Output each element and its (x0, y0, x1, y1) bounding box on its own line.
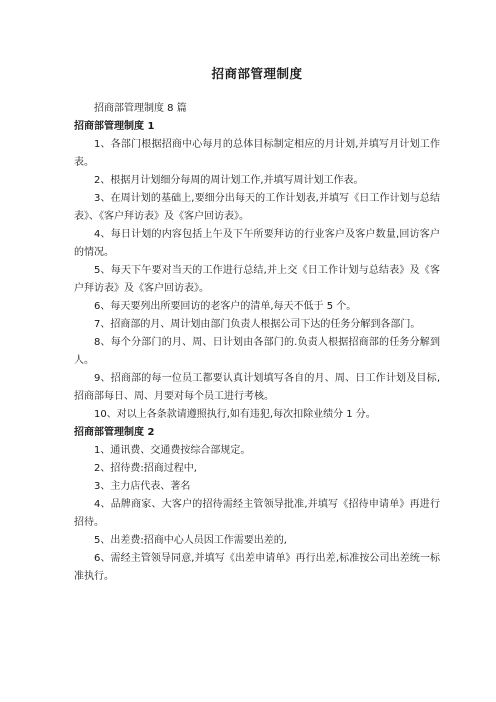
paragraph: 2、招待费:招商过程中, (94, 463, 197, 474)
section-heading: 招商部管理制度 1 (74, 121, 155, 132)
paragraph: 10、对以上各条款请遵照执行,如有违犯,每次扣除业绩分 1 分。 (94, 409, 376, 420)
paragraph: 6、每天要列出所要回访的老客户的清单,每天不低于 5 个。 (94, 301, 357, 312)
document-intro: 招商部管理制度 8 篇 (94, 103, 187, 114)
paragraph: 1、各部门根据招商中心每月的总体目标制定相应的月计划,并填写月计划工作表。 (74, 139, 440, 168)
paragraph: 8、每个分部门的月、周、日计划由各部门的.负责人根据招商部的任务分解到人。 (74, 337, 440, 366)
paragraph: 9、招商部的每一位员工都要认真计划填写各自的月、周、日工作计划及目标,招商部每日、周、月要对每个员工进行考核。 (74, 373, 440, 402)
paragraph: 6、需经主管领导同意,并填写《出差申请单》再行出差,标准按公司出差统一标准执行。 (74, 553, 440, 582)
paragraph: 5、每天下午要对当天的工作进行总结,并上交《日工作计划与总结表》及《客户拜访表》及《客户回访表》。 (74, 265, 440, 294)
paragraph: 2、根据月计划细分每周的周计划工作,并填写周计划工作表。 (94, 175, 364, 186)
paragraph: 3、在周计划的基础上,要细分出每天的工作计划表,并填写《日工作计划与总结表》、《客户拜访表》及《客户回访表》。 (74, 193, 440, 222)
paragraph: 7、招商部的月、周计划由部门负责人根据公司下达的任务分解到各部门。 (94, 319, 421, 330)
paragraph: 3、主力店代表、著名 (94, 481, 191, 492)
paragraph: 4、每日计划的内容包括上午及下午所要拜访的行业客户及客户数量,回访客户的情况。 (74, 229, 440, 258)
section-heading: 招商部管理制度 2 (74, 427, 155, 438)
paragraph: 4、品牌商家、大客户的招待需经主管领导批准,并填写《招待申请单》再进行招待。 (74, 499, 440, 528)
section-2 (74, 424, 440, 586)
paragraph: 5、出差费:招商中心人员因工作需要出差的, (94, 535, 287, 546)
paragraph: 1、通讯费、交通费按综合部规定。 (94, 445, 251, 456)
document-title: 招商部管理制度 (211, 66, 303, 81)
section-1 (74, 118, 440, 424)
